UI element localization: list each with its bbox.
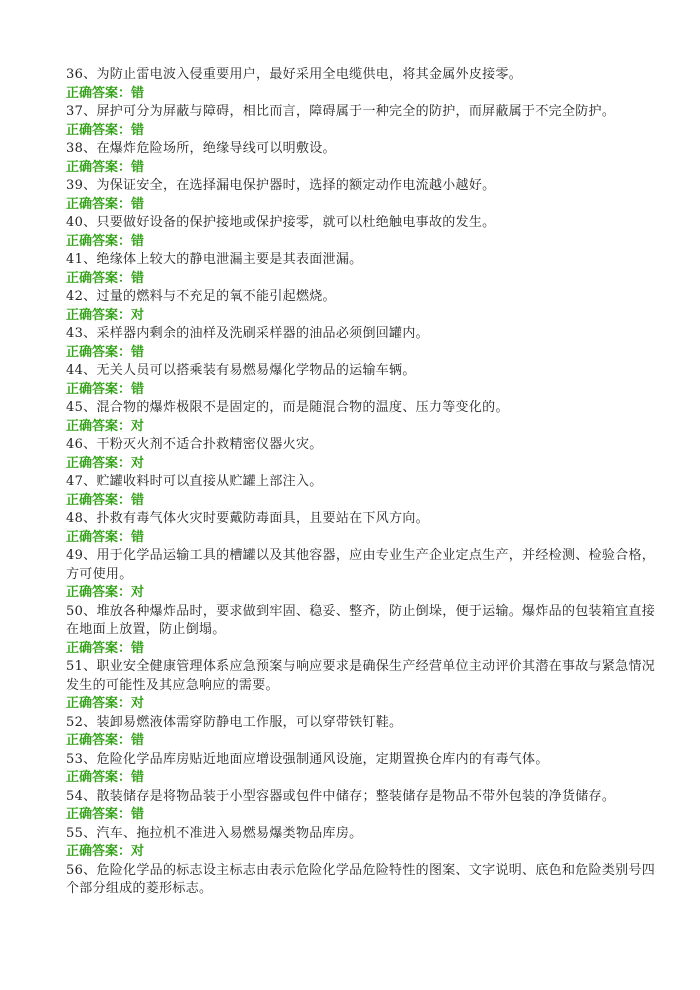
answer-line	[66, 381, 660, 400]
answer-label: 正确答案：	[66, 270, 132, 286]
question-text: 53、危险化学品库房贴近地面应增设强制通风设施，定期置换仓库内的有毒气体。	[66, 751, 549, 767]
answer-label: 正确答案：	[66, 418, 132, 434]
answer-value: 错	[131, 640, 145, 656]
question-text: 56、危险化学品的标志设主标志由表示危险化学品危险特性的图案、文字说明、底色和危险类别号四个部分组成的菱形标志。	[66, 862, 656, 896]
answer-value: 对	[131, 455, 145, 471]
answer-line	[66, 307, 660, 326]
answer-value: 错	[131, 233, 145, 249]
answer-value: 错	[131, 122, 145, 138]
question-text: 38、在爆炸危险场所，绝缘导线可以明敷设。	[66, 141, 336, 156]
answer-line	[66, 233, 660, 252]
answer-line	[66, 806, 660, 825]
question-text: 54、散装储存是将物品装于小型容器或包件中储存；整装储存是物品不带外包装的净货储存。	[66, 788, 616, 804]
question-text: 46、干粉灭火剂不适合扑救精密仪器火灾。	[66, 437, 323, 452]
answer-value: 错	[131, 270, 145, 286]
question-text: 37、屏护可分为屏蔽与障碍，相比而言，障碍属于一种完全的防护，而屏蔽属于不完全防护。	[66, 104, 616, 119]
answer-value: 错	[131, 492, 145, 508]
answer-line	[66, 196, 660, 215]
question-text: 43、采样器内剩余的油样及洗刷采样器的油品必须倒回罐内。	[66, 326, 429, 341]
question-text: 47、贮罐收料时可以直接从贮罐上部注入。	[66, 474, 323, 489]
answer-label: 正确答案：	[66, 529, 132, 545]
answer-line	[66, 455, 660, 474]
answer-line	[66, 584, 660, 603]
answer-label: 正确答案：	[66, 733, 132, 748]
question-text: 49、用于化学品运输工具的槽罐以及其他容器，应由专业生产企业定点生产，并经检测、检验合格，方可使用。	[66, 548, 656, 582]
answer-line	[66, 270, 660, 289]
answer-label: 正确答案：	[66, 307, 132, 323]
answer-value: 对	[131, 418, 145, 434]
answer-line	[66, 344, 660, 363]
answer-value: 错	[131, 733, 145, 748]
answer-value: 错	[131, 196, 145, 212]
answer-value: 错	[131, 85, 145, 101]
question-text: 52、装卸易燃液体需穿防静电工作服，可以穿带铁钉鞋。	[66, 714, 403, 730]
answer-label: 正确答案：	[66, 85, 132, 101]
answer-line	[66, 122, 660, 141]
answer-value: 对	[131, 696, 145, 711]
question-text: 41、绝缘体上较大的静电泄漏主要是其表面泄漏。	[66, 252, 363, 267]
question-text: 44、无关人员可以搭乘装有易燃易爆化学物品的运输车辆。	[66, 363, 416, 378]
answer-label: 正确答案：	[66, 696, 132, 711]
answer-line	[66, 418, 660, 437]
answer-line	[66, 492, 660, 511]
answer-label: 正确答案：	[66, 455, 132, 471]
answer-label: 正确答案：	[66, 640, 132, 656]
answer-label: 正确答案：	[66, 807, 132, 822]
answer-label: 正确答案：	[66, 196, 132, 212]
question-text: 48、扑救有毒气体火灾时要戴防毒面具，且要站在下风方向。	[66, 511, 429, 526]
answer-label: 正确答案：	[66, 770, 132, 785]
answer-value: 对	[131, 585, 145, 600]
answer-line	[66, 640, 660, 659]
answer-value: 错	[131, 770, 145, 785]
answer-label: 正确答案：	[66, 585, 132, 600]
question-text: 39、为保证安全，在选择漏电保护器时，选择的额定动作电流越小越好。	[66, 178, 496, 193]
question-text: 36、为防止雷电波入侵重要用户，最好采用全电缆供电，将其金属外皮接零。	[66, 67, 523, 82]
answer-value: 对	[131, 844, 145, 859]
answer-label: 正确答案：	[66, 233, 132, 249]
answer-line	[66, 769, 660, 788]
answer-line	[66, 159, 660, 178]
answer-value: 错	[131, 344, 145, 360]
question-text: 51、职业安全健康管理体系应急预案与响应要求是确保生产经营单位主动评价其潜在事故与紧急情况发生的可能性及其应急响应的需要。	[66, 659, 656, 693]
question-text: 55、汽车、拖拉机不准进入易燃易爆类物品库房。	[66, 825, 363, 841]
answer-label: 正确答案：	[66, 492, 132, 508]
answer-line	[66, 732, 660, 751]
question-text: 45、混合物的爆炸极限不是固定的，而是随混合物的温度、压力等变化的。	[66, 400, 509, 415]
answer-line	[66, 529, 660, 548]
answer-value: 错	[131, 159, 145, 175]
answer-line	[66, 695, 660, 714]
answer-label: 正确答案：	[66, 344, 132, 360]
question-text: 42、过量的燃料与不充足的氧不能引起燃烧。	[66, 289, 336, 304]
answer-value: 错	[131, 807, 145, 822]
answer-value: 错	[131, 529, 145, 545]
answer-value: 对	[131, 307, 145, 323]
answer-label: 正确答案：	[66, 844, 132, 859]
question-text: 50、堆放各种爆炸品时，要求做到牢固、稳妥、整齐，防止倒垛，便于运输。爆炸品的包装箱宜直接在地面上放置，防止倒塌。	[66, 603, 656, 637]
answer-line	[66, 85, 660, 104]
answer-line	[66, 843, 660, 862]
answer-label: 正确答案：	[66, 122, 132, 138]
question-list	[66, 66, 660, 899]
question-text: 40、只要做好设备的保护接地或保护接零，就可以杜绝触电事故的发生。	[66, 215, 496, 230]
answer-value: 错	[131, 381, 145, 397]
answer-label: 正确答案：	[66, 159, 132, 175]
answer-label: 正确答案：	[66, 381, 132, 397]
